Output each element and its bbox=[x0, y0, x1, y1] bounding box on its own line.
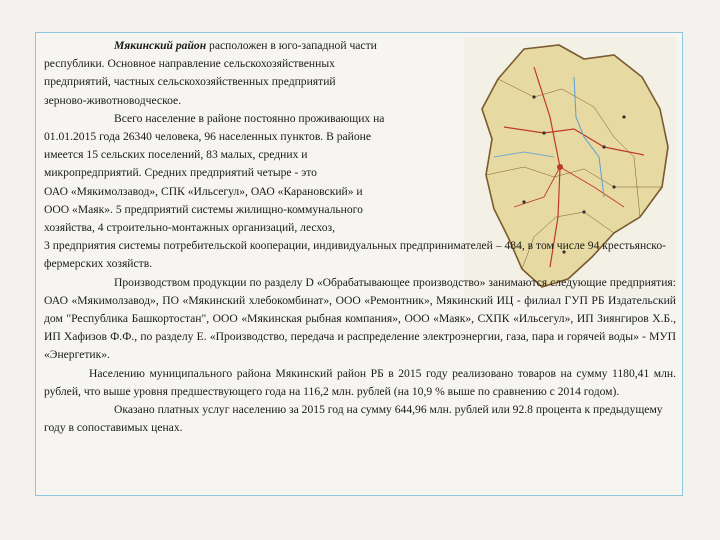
paragraph-production: Производством продукции по разделу D «Обрабатывающее производство» занимаются следующие предприятия: ОАО «Мякимолзавод», ПО «Мякинский хлебокомбинат», ООО «Ремонтник», Мякинский ИЦ - филиал ГУП РБ Издательский дом "Республика Башкортостан", ООО «Мякинская рыбная компания», ООО «Маяк», СХПК «Ильсегул», ИП Зиянгиров Х.Б., ИП Хафизов Ф.Ф., по разделу Е. «Производство, передача и распределение электроэнергии, газа, пара и горячей воды» - МУП «Энергетик». bbox=[44, 275, 676, 362]
main-text bbox=[44, 37, 676, 437]
paragraph-sales: Населению муниципального района Мякинский район РБ в 2015 году реализовано товаров на сумму 1180,41 млн. рублей, что выше уровня предшествующего года на 116,2 млн. рублей (на 10,9 % выше по сравнению с 2014 годом). bbox=[44, 366, 676, 398]
slide bbox=[35, 32, 683, 496]
paragraph-population: Всего население в районе постоянно проживающих на 01.01.2015 года 26340 человека, 96 населенных пунктов. В районе имеется 15 сельских поселений, 83 малых, средних и микропредприятий. Средних предприятий четыре - это ОАО «Мякимолзавод», СПК «Ильсегул», ОАО «Карановский» и ООО «Маяк». 5 предприятий системы жилищно-коммунального хозяйства, 4 строительно-монтажных организаций, лесхоз, bbox=[44, 111, 385, 235]
paragraph-services: Оказано платных услуг населению за 2015 год на сумму 644,96 млн. рублей или 92.8 процента к предыдущему году в сопоставимых ценах. bbox=[44, 403, 663, 435]
paragraph-cooperation: 3 предприятия системы потребительской кооперации, индивидуальных предпринимателей – 484, в том числе 94 крестьянско-фермерских хозяйств. bbox=[44, 239, 667, 271]
paragraph-district: Мякинский район расположен в юго-западной части республики. Основное направление сельскохозяйственных предприятий, частных сельскохозяйственных предприятий зерново-животноводческое. bbox=[44, 39, 377, 107]
district-highlight: Мякинский район bbox=[114, 39, 207, 52]
